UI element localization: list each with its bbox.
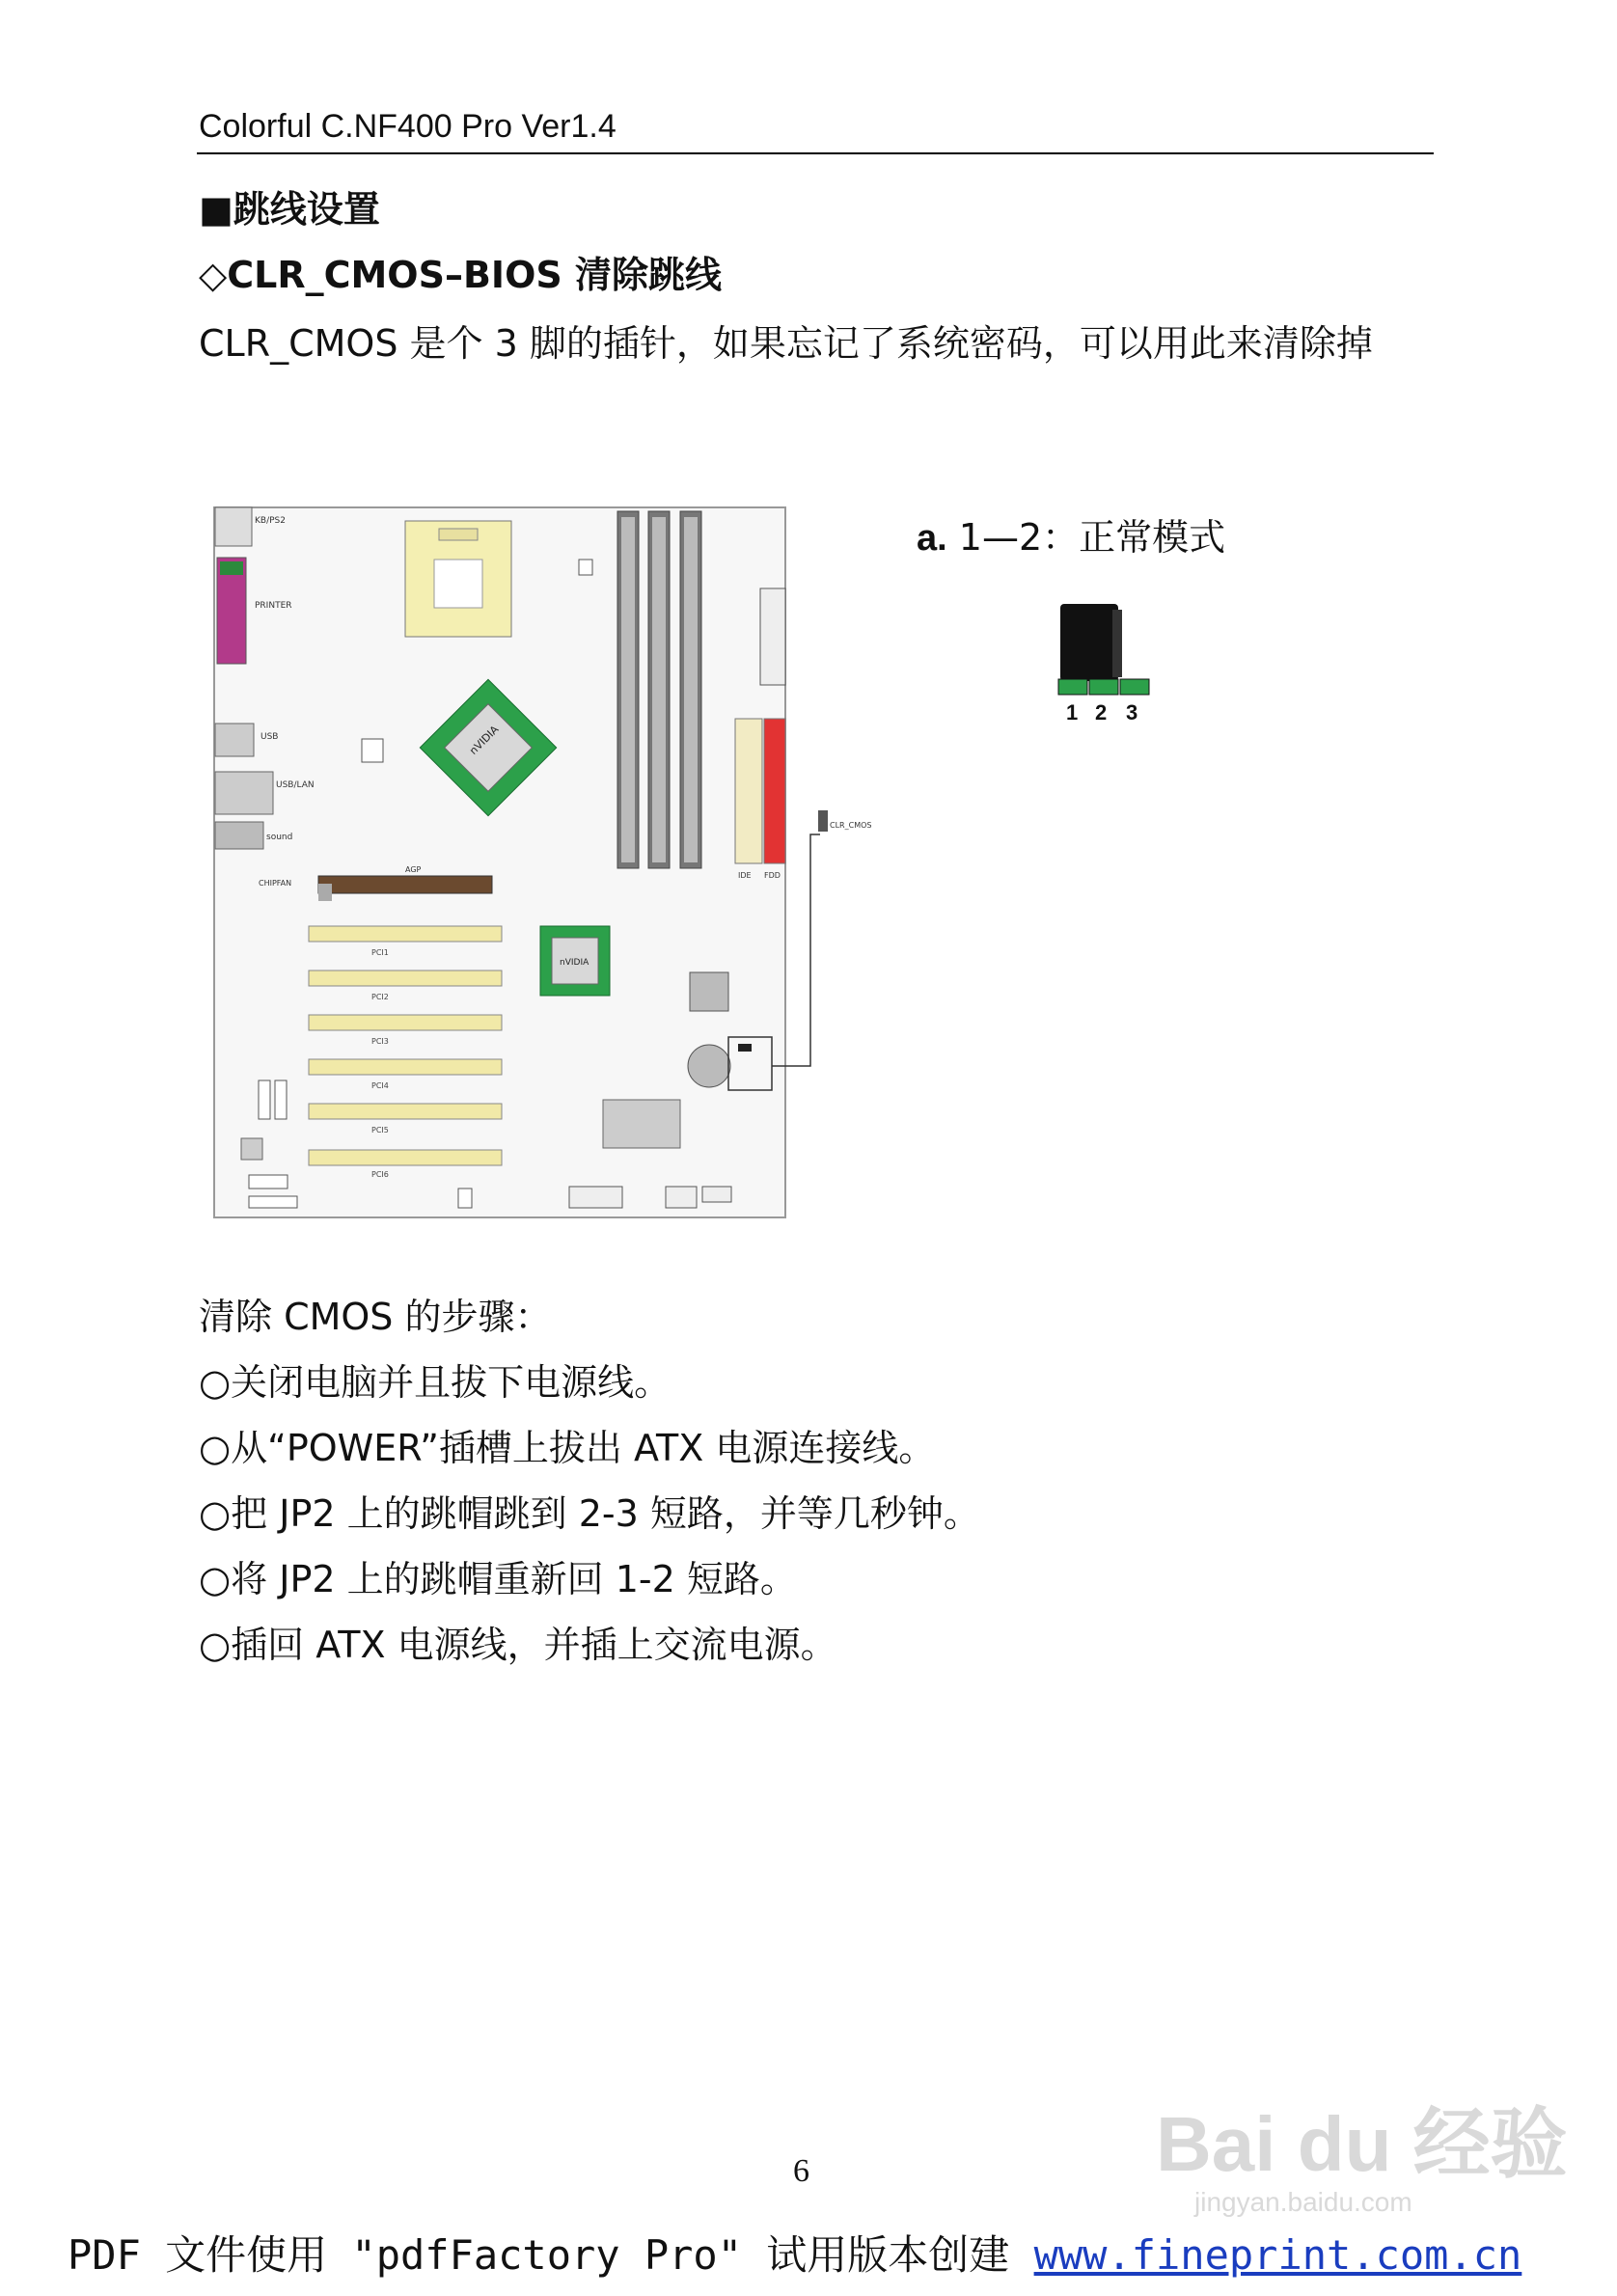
label-pci2: PCI2	[371, 993, 389, 1001]
label-sb: nVIDIA	[560, 958, 589, 968]
page-number: 6	[793, 2153, 809, 2189]
label-clrcmos: CLR_CMOS	[830, 821, 872, 830]
step-3: ○把 JP2 上的跳帽跳到 2-3 短路，并等几秒钟。	[199, 1492, 980, 1535]
step-4: ○将 JP2 上的跳帽重新回 1-2 短路。	[199, 1558, 797, 1600]
label-fdd: FDD	[764, 871, 781, 880]
label-pci3: PCI3	[371, 1037, 389, 1046]
label-pci6: PCI6	[371, 1170, 389, 1179]
label-chipfan: CHIPFAN	[259, 879, 292, 888]
label-ide: IDE	[738, 871, 752, 880]
step-2: ○从“POWER”插槽上拔出 ATX 电源连接线。	[199, 1427, 936, 1469]
label-nb: nVIDIA	[467, 723, 502, 757]
label-pci4: PCI4	[371, 1081, 389, 1090]
label-sound: sound	[266, 833, 293, 842]
label-pci1: PCI1	[371, 948, 389, 957]
watermark-url: jingyan.baidu.com	[1194, 2187, 1412, 2217]
pin-3: 3	[1126, 700, 1138, 724]
jumper-caption	[917, 507, 1225, 560]
footer-link[interactable]: www.fineprint.com.cn	[1033, 2231, 1522, 2279]
intro-paragraph: CLR_CMOS 是个 3 脚的插针，如果忘记了系统密码，可以用此来清除掉	[199, 322, 1373, 365]
label-printer: PRINTER	[255, 601, 292, 611]
caption-prefix: a.	[917, 518, 947, 559]
step-5: ○插回 ATX 电源线，并插上交流电源。	[199, 1624, 837, 1666]
watermark-brand: Bai du 经验	[1156, 2101, 1568, 2187]
label-kb: KB/PS2	[255, 516, 286, 526]
label-agp: AGP	[405, 865, 422, 874]
header-divider	[197, 152, 1434, 154]
pdf-footer	[68, 2224, 1521, 2282]
pin-2: 2	[1095, 700, 1108, 724]
footer-text: PDF 文件使用 "pdfFactory Pro" 试用版本创建	[68, 2231, 1034, 2279]
label-usb: USB	[260, 732, 279, 742]
label-usblan: USB/LAN	[276, 780, 315, 790]
label-pci5: PCI5	[371, 1126, 389, 1134]
subsection-title: ◇CLR_CMOS–BIOS 清除跳线	[199, 254, 722, 296]
motherboard-diagram	[212, 502, 872, 1225]
steps-title: 清除 CMOS 的步骤：	[199, 1296, 552, 1338]
caption-text: 1—2：正常模式	[946, 516, 1226, 559]
section-title: ■跳线设置	[199, 188, 380, 231]
baidu-watermark	[1156, 2074, 1568, 2219]
step-1: ○关闭电脑并且拔下电源线。	[199, 1361, 671, 1404]
header-title: Colorful C.NF400 Pro Ver1.4	[199, 108, 617, 145]
jumper-diagram	[1056, 600, 1163, 730]
pin-1: 1	[1066, 700, 1079, 724]
